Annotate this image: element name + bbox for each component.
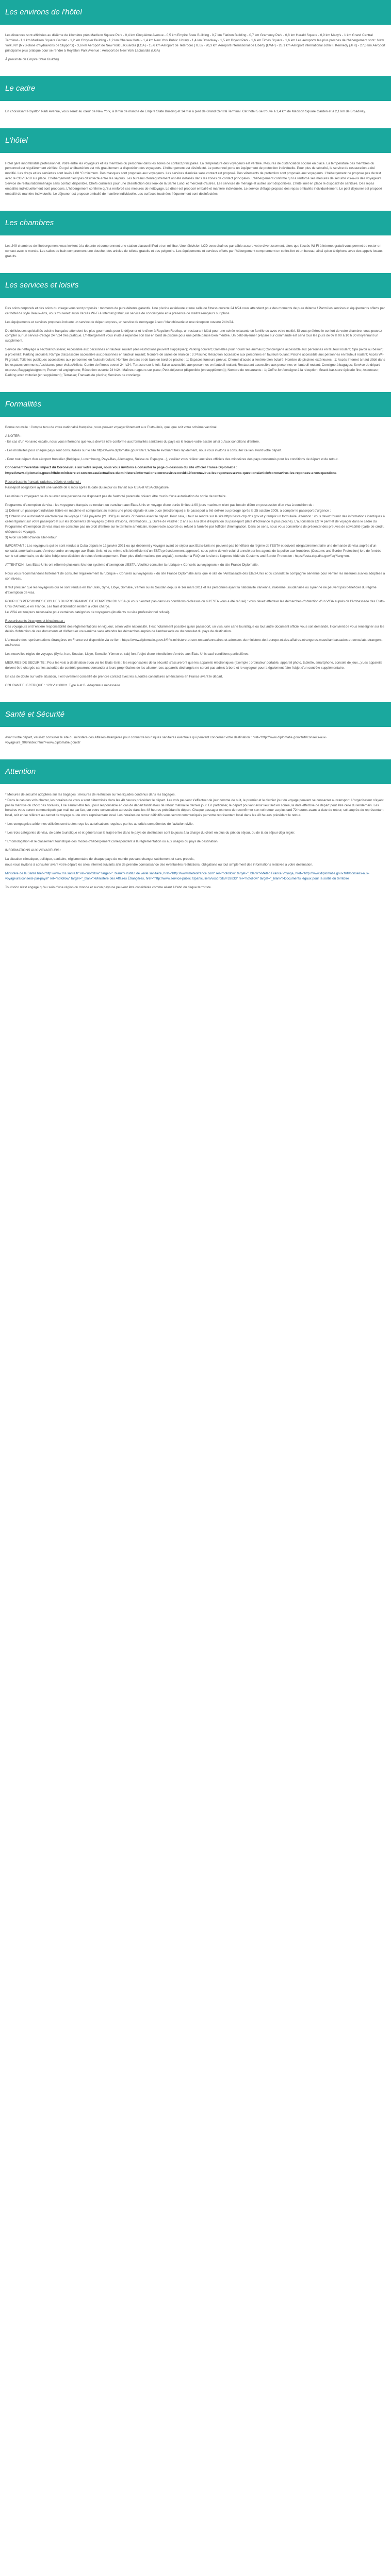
- paragraph: nous vous invitons à consulter avant votre départ les sites Internet suivants afin de prendre connaissance des éventuelles restrictions, obligations ou tout simplement des informations relatives à votre destination.: [5, 862, 313, 867]
- section-title: Santé et Sécurité: [5, 710, 65, 719]
- paragraph: Avant votre départ, veuillez consulter le site du ministère des Affaires étrangères pour connaître les risques sanitaires éventuels qui peuvent concerner votre destination : href="http://www.diplomatie.gouv.fr/fr/conseils-aux-voyageurs_909/index.html">www.diplomatie.gouv.fr: [5, 735, 327, 744]
- paragraph: 2) Obtenir une autorisation électronique de voyage ESTA payante (21 USD) au moins 72 heures avant le départ. Pour cela, il faut se rendre sur le site https://esta.cbp.dhs.gov et y remplir un formulaire. Attention : vous devez fournir des informations identiques à celles figurant sur votre passeport et sur les documents de voyages (billets d'avions, informations...). Durée de validité : 2 ans ou à la date d'expiration du passeport (date d'échéance la plus proche). L'autorisation ESTA permet de voyager dans le cadre du Programme d'exemption de visa mais ne constitue pas un droit d'entrée sur le territoire américain, lequel reste accordé ou refusé à l'arrivée par l'officier d'immigration. Dans ce sens, nous vous conseillons de présenter des preuves de solvabilité (carte de crédit, chèques de voyage).: [5, 514, 386, 534]
- paragraph: * Les compagnies aériennes utilisées sont toutes reçu les autorisations requises par les autorités compétentes de l'aviation civile.: [5, 822, 194, 826]
- paragraph: Concernant l'éventuel impact du Coronavirus sur votre séjour, nous vous invitons à consulter la page ci-dessous du site officiel France Diplomatie :: [5, 466, 238, 470]
- paragraph: Touristico n'est engagé qu'au sein d'une région du monde et aucun pays ne peuvent être considérés comme aliant à l'abri du risque terroriste.: [5, 885, 212, 889]
- section-title: Attention: [5, 767, 36, 776]
- paragraph: POUR LES PERSONNES EXCLUES DU PROGRAMME D'EXEMPTION DU VISA (si vous n'entrez pas dans les conditions ci-dessus ou si l'ESTA vous a été refusé) : vous devez effectuer les démarches d'obtention d'un VISA auprès de l'Ambassade des Etats-Unis d'Amérique en France. Les frais d'obtention restent à votre charge.: [5, 599, 385, 608]
- section-title: Les chambres: [5, 218, 54, 228]
- section-header-formalites: [0, 392, 391, 417]
- paragraph: Hôtel géré innombrable professionnel. Votre entre les voyageurs et les membres du personnel dans les zones de contact principales. La température des voyageurs est vérifiée. Mesures de distanciation sociale en place. La température des membres du personnel est régulièrement vérifiée. Du gel antibactérien est mis gratuitement à disposition des voyageurs. L'hébergement est désinfecté. Le personnel porte un équipement de protection individuelle. Pour plus de sécurité, le service de restauration a été modifié. Les draps et les serviettes sont lavés à 60 °C minimum. Des masques sont proposés aux voyageurs. Les services d'arrivée sans contact est proposé. Des vêtements de protection sont proposés aux voyageurs. L'hébergement ne propose pas de test avec le COVID-19 sur place. L'hébergement n'est pas désinfecté entre les séjours. Les bureaux d'enregistrement ont été installés dans les zones de contact principales. L'hébergement confirme qu'il a renforcé ses mesures de sécurité vis-à-vis des voyageurs. Service de restauration/ménage sans contact disponible. Chefs cuisiniers pour une désinfection des lieux de la Santé Lundi et mercredi d'autres. Les services de ménage et autres sont disponibles. L'hôtel met en place le dispositif de sanitaire. Des repas emballés individuellement sont proposés. L'hébergement confirme qu'il a renforcé ses mesures de nettoyage. Le dîner est proposé emballé et manière individuelle. Le service d'étage propose des repas emballés individuellement. Le petit déjeuner est proposé emballé de manière individuelle. Le déjeuner est proposé emballé de manière individuelle. Les surfaces touchées fréquemment sont désinfectées.: [5, 161, 383, 196]
- paragraph: Le VISA est toujours nécessaire pour certaines catégories de voyageurs (étudiants ou visa professionnel refusé).: [5, 610, 170, 614]
- paragraph: INFORMATIONS AUX VOYAGEURS :: [5, 849, 61, 853]
- paragraph: IMPORTANT : Les voyageurs qui se sont rendus à Cuba depuis le 12 janvier 2021 ou qui détienent y voyager avant ce séjour aux Etats-Unis ne peuvent pas bénéficier du régime de l'ESTA et doivent obligatoirement faire une demande de visa auprès d'un consulat américain avant d'entreprendre un voyage aux Etats-Unis, et ce, même s'ils bénéficient d'un ESTA précédemment approuvé, sous peine de voir celui-ci annulé par les agents de la police aux frontières (Customs and Border Protection) lors de l'entrée sur le sol américain, ou de faire l'objet une décision de refus d'embarquement. Pour plus d'informations (en anglais), consulter la FAQ sur le site de l'agence fédérale Customs and Border Protection : https://esta.cbp.dhs.gov/faq?lang=en.: [5, 544, 383, 558]
- links-paragraph[interactable]: Ministère de la Santé href="http://www.ms.sante.fr" rel="nofollow" target="_blank">Institut de veille sanitaire, href="http://www.meteofrance.com" rel="nofollow" target="_blank">Météo France Voyage, href="http://www.diplomatie.gouv.fr/fr/conseils-aux-voyageurs/conseils-par-pays/" rel="nofollow" target="_blank">Ministère des Affaires Étrangères, href="http://www.service-public.fr/particuliers/vosdroits/F33833" rel="nofollow" target="_blank">Documents légaux pour la sortie du territoire: [5, 871, 369, 880]
- paragraph: 3) Avoir un billet d'avion aller-retour.: [5, 535, 58, 539]
- paragraph: La situation climatique, politique, sanitaire, réglementaire de chaque pays du monde pouvant changer subitement et sans préavis,: [5, 857, 194, 861]
- section-header-chambres: [0, 211, 391, 235]
- section-content-chambres: [0, 235, 391, 266]
- paragraph: * Dans le cas des vols charter, les horaires de vous a sont déterminés dans les 48 heures précédant le départ. Les vols peuvent s'effectuer de jour comme de nuit, le premier et le dernier jour du voyage peuvent se consacrer au transport. L'organisateur n'ayant pas la maîtrise du choix des horaires, il ne saurait être tenu pour responsable en cas de départ tardif et/ou de retour matinal le dernier jour. En particulier, le départ pouvant avoir lieu tard en soirée, la date effective de départ peut être celle du lendemain. Les horaires vous seront communiqués par mail ou par fax, sur votre convocation adressée dans les 48 heures précédant le départ. Chaque passager est tenu de reconfirmer son vol retour au plus tard 72 heures avant la date de retour, soit auprès du représentant local, soit en se référant au carnet de voyage ou de votre représentant local. Les horaires de retour définitifs vous seront communiqués par votre représentant local dans les 48 heures précédant le retour.: [5, 798, 385, 818]
- paragraph: Nous vous recommandons fortement de consulter régulièrement la rubrique « Conseils au voyageurs » du site France Diplomatie ainsi que le site de l'Ambassade des États-Unis et du consulat le compagnie aérienne pour vérifier les mesures suivies adoptées à son niveau.: [5, 572, 386, 581]
- paragraph: Les mineurs voyageant seuls ou avec une personne ne disposant pas de l'autorité parentale doivent être munis d'une autorisation de sortie de territoire.: [5, 495, 227, 499]
- paragraph: L'annuaire des représentations étrangères en France est disponible via ce lien : https://www.diplomatie.gouv.fr/fr/le-ministere-et-son-reseau/annuaires-et-adresses-du-ministere-de-l-europe-et-des-affaires-etrangeres-maeei/ambassades-et-consulats-etrangers-en-france/: [5, 638, 383, 648]
- section-header-hotel: [0, 128, 391, 153]
- paragraph: Ces voyageurs ont l'entière responsabilité des réglementations en vigueur, selon votre nationalité. Il est notamment possible qu'un passeport, un visa, une carte touristique ou tout autre document officiel vous soit demandé. Il convient de vous renseigner sur les délais d'obtention de ces documents et d'effectuer vous-même sans attendre les démarches auprès de l'ambassade ou du consulat du pays de destination.: [5, 624, 385, 634]
- section-header-attention: [0, 759, 391, 784]
- paragraph: De délicieuses spécialités cuisine française attendent les plus gourmands pour le déjeuner et le dîner à Royalton Rooftop, un restaurant idéal pour une soirée relaxante en famille ou avec votre moitié. Si vous préférez le confort de votre chambre, vous pouvez compter sur un service d'étage 24 h/24 très pratique. L'hébergement vous invite à rejoindre son bar en bord de piscine pour une petite pause bien méritée. Un petit-déjeuner préparé sur commande est servi tous les jours de 07 h 00 à 10 h 30 moyennant un supplément.: [5, 329, 383, 343]
- section-content-cadre: [0, 101, 391, 121]
- section-content-attention: [0, 784, 391, 897]
- paragraph: En choisissant Royalton Park Avenue, vous serez au cœur de New York, à 8 min de marche de Empire State Building et 14 min à pied de Grand Central Terminal. Cet hôtel 5 se trouve à 1,4 km de Madison Square Garden et à 2,1 km de Broadway.: [5, 109, 366, 113]
- section-content-formalites: [0, 417, 391, 695]
- section-header-sante: [0, 702, 391, 727]
- paragraph: Ressortissants français (adultes, bébés et enfants) :: [5, 480, 82, 484]
- section-content-hotel: [0, 153, 391, 204]
- section-content-sante: [0, 727, 391, 752]
- paragraph: Programme d'exemption de visa : les voyageurs français se rendant ou transitant aux Etats-Unis en voyage d'une durée limitée à 90 jours maximum n'ont pas besoin d'être en possession d'un visa à condition de :: [5, 503, 314, 507]
- paragraph: À proximité de Empire State Building: [5, 57, 59, 61]
- section-title: Le cadre: [5, 83, 36, 93]
- paragraph: Bonne nouvelle : Compte tenu de votre nationalité française, vous pouvez voyager librement aux Etats-Unis, quel que soit votre schéma vaccinal.: [5, 425, 218, 429]
- section-content-services: [0, 298, 391, 385]
- paragraph: MESURES DE SECURITE : Pour les vols à destination et/ou via les Etats-Unis : les responsables de la sécurité s'assureront que les appareils électroniques (exemple : ordinateur portable, appareil photo, tablette, smartphone, console de jeux...) Les appareils doivent être chargés car les autorités de contrôle pourront demander à leurs propriétaires de les allumer. Les appareils déchargés ne seront pas admis à bord et le voyageur pourra également faire l'objet d'un contrôle supplémentaire.: [5, 661, 383, 670]
- paragraph: * L'homologation et le classement touristique des modes d'hébergement correspondent à la réglementation ou aux usages du pays de destination.: [5, 840, 219, 844]
- section-header-cadre: [0, 76, 391, 101]
- section-title: Formalités: [5, 400, 42, 409]
- paragraph: * Les trois catégories de visa, de carte touristique et et général sur le trajet entre dans le pays de destination sont toujours à la charge du client en plus du prix du séjour, ou de la du séjour déjà régler.: [5, 831, 296, 835]
- paragraph: Les distances sont affichées au dixième de kilomètre près Madison Square Park - 0,4 km Cinquième Avenue - 0,5 km Empire State Building - 0,7 km Flatiron Building - 0,7 km Gramercy Park - 0,8 km Herald Square - 0,9 km Macy's - 1 km Grand Central Terminal - 1,1 km Madison Square Garden - 1,2 km Chrysler Building - 1,2 km Chelsea Hotel - 1,4 km New York Public Library - 1,4 km Broadway - 1,5 km Bryant Park - 1,6 km Times Square - 1,6 km Les aéroports les plus proches de l'hébergement sont : New York, NY (NYS-Base d'hydravions de Skyports) - 3,6 km Aéroport de New York LaGuardia (LGA) - 15,6 km Aéroport de Teterboro (TEB) - 20,3 km Aéroport international de Liberty (EWR) - 28,1 km Aéroport international John F. Kennedy (JFK) - 27,6 km Aéroport principal le plus pratique pour se rendre à Royalton Park Avenue : Aéroport de New York LaGuardia (LGA): [5, 33, 386, 53]
- section-title: Les environs de l'hôtel: [5, 8, 82, 17]
- paragraph: Il faut préciser que les voyageurs qui se sont rendus en Iran, Irak, Syrie, Libye, Somalie, Yémen ou au Soudan depuis le 1er mars 2011 et les personnes ayant la nationalité iranienne, irakienne, soudanaise ou syrienne ne peuvent pas bénéficier du régime d'exemption de visa.: [5, 586, 378, 595]
- section-title: Les services et loisirs: [5, 281, 79, 290]
- paragraph: Des soins corporels et des soins du visage vous sont proposés : moments de pure détente garantis. Une piscine extérieure et une salle de fitness ouverte 24 h/24 vous attendent pour des moments de pure détente ! Parmi les services et équipements offerts par cet hôtel de style Beaux-Arts, vous trouverez aussi l'accès Wi-Fi à Internet gratuit, un service de conciergerie et la présence de maîtres-nageurs sur place.: [5, 306, 386, 315]
- paragraph: - Pour tout départ d'un aéroport frontalier (Belgique, Luxembourg, Pays-Bas, Allemagne, Suisse ou Espagne...), veuillez vous référer aux sites officiels des ministères des pays concernés pour les conditions de départ et de retour.: [5, 457, 338, 461]
- paragraph: Les nouvelles règles de voyages (Syrie, Iran, Soudan, Libye, Somalie, Yémen et Irak) font l'objet d'une interdiction d'entrée aux États-Unis sauf conditions particulières.: [5, 652, 250, 656]
- section-header-environs: [0, 0, 391, 25]
- section-title: L'hôtel: [5, 135, 28, 145]
- paragraph: * Mesures de sécurité adoptées sur les bagages : mesures de restriction sur les liquides contenus dans les bagages.: [5, 792, 176, 796]
- section-header-services: [0, 273, 391, 298]
- paragraph: ATTENTION : Les Etats-Unis ont réformé plusieurs fois leur système d'exemption d'ESTA. Veuillez consulter la rubrique « Conseils au voyageurs » du site France Diplomatie.: [5, 563, 259, 567]
- paragraph: A NOTER :: [5, 434, 22, 438]
- paragraph: Les 249 chambres de l'hébergement vous invitent à la détente et comprennent une station d'accueil iPod et un minibar. Une télévision LCD avec chaînes par câble assure votre divertissement, alors que l'accès Wi-Fi à Internet gratuit vous permet de rester en contact avec le monde. Les salles de bain comprennent une douche, des articles de toilette gratuits et des peignoirs. Les équipements et services offerts par l'hébergement comprennent un coffre-fort et un bureau, ainsi qu'un téléphone avec des appels locaux gratuits.: [5, 244, 384, 258]
- paragraph: Ressortissants étrangers et binationaux :: [5, 619, 65, 623]
- paragraph: - Les modalités pour chaque pays sont consultables sur le site https://www.diplomatie.gouv.fr/fr/ L'actualité évoluant très rapidement, nous vous invitons à consulter ce lien avant votre départ.: [5, 448, 282, 452]
- section-content-environs: [0, 25, 391, 69]
- paragraph: Service de nettoyage à sec/blanchisserie; Accessible aux personnes en fauteuil roulant (des restrictions peuvent s'appliquer); Parking couvert; Gamelles pour nourrir les animaux; Conciergerie accessible aux personnes en fauteuil roulant; Spa (avoir au besoin) à proximité; Parking sécurisé; Rampe d'accessoire accessible aux personnes en fauteuil roulant; Nombre de salles de réunion : 3; Piscine; Réception accessible aux personnes en fauteuil roulant; Piscine accessible aux personnes en fauteuil roulant; Accès Wi-Fi gratuit; Toilettes publiques accessibles aux personnes en fauteuil roulant; Nombre de bars et de bars en bord de piscine : 1; Espaces fumeurs prévus; Chemin d'accès à l'entrée bien éclairé; Nombre de piscines extérieures : 1; Accès Internet à haut débit dans les espaces communs; Assistance pour visites/billets; Centre de fitness ouvert 24 h/24; Terrasse sur le toit; Salon accessible aux personnes en fauteuil roulant; Restaurant accessible aux personnes en fauteuil roulant; Consigne à bagages; Service de départ express; Baggagiste/groom; Personnel anglophone; Réception ouverte 24 h/24; Maîtres-nageurs sur place; Petit-déjeuner (disponible (en supplément)); Nombre de restaurants : 1; Coffre-fort/consigne à la réception; Snack bar-store épicerie fine; Ascenseur; Parking avec voiturier (en supplément); Terrasse; Transats de piscine; Services de concierge: [5, 348, 386, 377]
- paragraph: En cas de doute sur votre situation, il est vivement conseillé de prendre contact avec les autorités consulaires américaines en France avant le départ.: [5, 675, 223, 679]
- paragraph: COURANT ELECTRIQUE : 120 V et 60Hz. Type A et B. Adaptateur nécessaire.: [5, 683, 121, 687]
- paragraph: Les équipements et services proposés incluent un service de départ express, un service de nettoyage à sec / blanchisserie et une réception ouverte 24 h/24.: [5, 320, 234, 324]
- paragraph: - En cas d'un vol avec escale, nous vous informons que vous devrez être conforme aux formalités sanitaires du pays où le trouve votre escale ainsi qu'aux conditions d'entrée.: [5, 439, 260, 444]
- paragraph: Passeport obligatoire ayant une validité de 6 mois après la date du séjour ou transit aux USA et VISA obligatoire.: [5, 486, 170, 490]
- paragraph: 1) Détenir un passeport individuel lisible en machine et comportant au moins une photo digitale et une puce (électronique) si le passeport a été délivré ou prorogé après le 25 octobre 2005, à compter le passeport d'urgence ;: [5, 509, 331, 513]
- page: [0, 0, 391, 897]
- paragraph: https://www.diplomatie.gouv.fr/fr/le-ministere-et-son-reseau/actualites-du-ministere/informations-coronavirus-covid-19/coronavirus-les-reponses-a-vos-questions/article/coronavirus-les-reponses-a-vos-questions: [5, 471, 337, 476]
